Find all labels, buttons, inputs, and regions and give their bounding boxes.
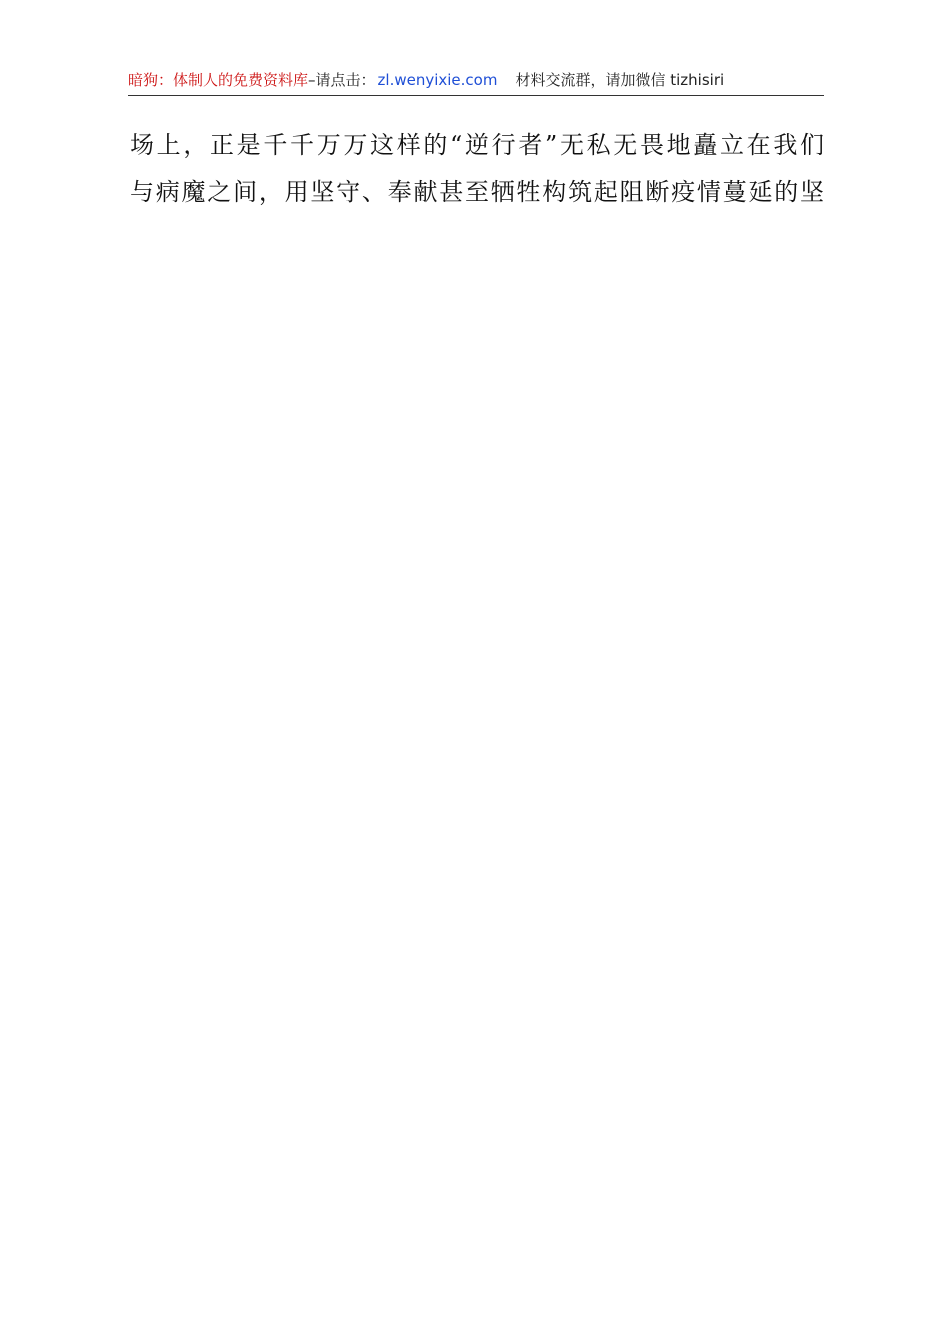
header-contact: 材料交流群，请加微信 tizhisiri [515, 71, 725, 89]
header-divider [128, 95, 824, 96]
paragraph1-line: 场上，正是千千万万这样的“逆行者”无私无畏地矗立在我们 [130, 131, 824, 159]
page-header [128, 68, 824, 92]
header-site-name: 暗狗：体制人的免费资料库 [128, 71, 309, 89]
header-prompt: –请点击： [308, 71, 376, 89]
header-link[interactable]: zl.wenyixie.com [377, 71, 498, 89]
paragraph1-line: 与病魔之间，用坚守、奉献甚至牺牲构筑起阻断疫情蔓延的坚 [130, 178, 824, 206]
